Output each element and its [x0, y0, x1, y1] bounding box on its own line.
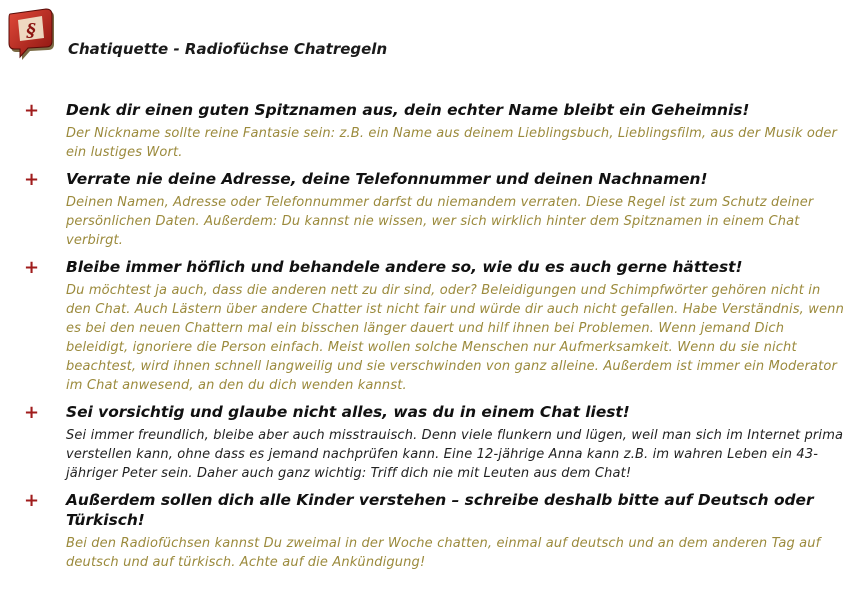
rule-description: Deinen Namen, Adresse oder Telefonnummer darfst du niemandem verraten. Diese Regel ist zum Schutz deiner persönlichen Daten. Außerdem: Du kannst nie wissen, wer sich wirklich hinter dem Spitznamen in einem Chat verbirgt.	[66, 195, 814, 248]
page-title: Chatiquette - Radiofüchse Chatregeln	[68, 40, 388, 58]
chat-paragraph-logo-icon	[8, 8, 58, 62]
plus-icon[interactable]: +	[24, 169, 40, 190]
rule-title: Verrate nie deine Adresse, deine Telefonnummer und deinen Nachnamen!	[66, 170, 708, 188]
rule-description: Sei immer freundlich, bleibe aber auch misstrauisch. Denn viele flunkern und lügen, weil man sich im Internet prima verstellen kann, ohne dass es jemand nachprüfen kann. Eine 12-jährige Anna kann z.B. im wahren Leben ein 43-jähriger Peter sein. Daher auch ganz wichtig: Triff dich nie mit Leuten aus dem Chat!	[66, 428, 844, 481]
plus-icon[interactable]: +	[24, 100, 40, 121]
rule-item	[0, 490, 857, 572]
rule-title: Bleibe immer höflich und behandele andere so, wie du es auch gerne hättest!	[66, 258, 743, 276]
rule-title: Sei vorsichtig und glaube nicht alles, was du in einem Chat liest!	[66, 403, 630, 421]
rule-title: Außerdem sollen dich alle Kinder verstehen – schreibe deshalb bitte auf Deutsch oder Türkisch!	[66, 491, 814, 529]
plus-icon[interactable]: +	[24, 402, 40, 423]
rule-item	[0, 257, 857, 395]
rule-description: Du möchtest ja auch, dass die anderen nett zu dir sind, oder? Beleidigungen und Schimpfwörter gehören nicht in den Chat. Auch Lästern über andere Chatter ist nicht fair und würde dir auch nicht gefallen. Habe Verständnis, wenn es bei den neuen Chattern mal ein bisschen länger dauert und hilf ihnen bei Problemen. Wenn jemand Dich beleidigt, ignoriere die Person einfach. Meist wollen solche Menschen nur Aufmerksamkeit. Wenn du sie nicht beachtest, wird ihnen schnell langweilig und sie verschwinden von ganz alleine. Außerdem ist immer ein Moderator im Chat anwesend, an den du dich wenden kannst.	[66, 283, 844, 393]
rule-item	[0, 402, 857, 483]
page-header	[8, 8, 848, 64]
svg-text:§: §	[26, 20, 36, 41]
rule-item	[0, 100, 857, 162]
rule-description: Bei den Radiofüchsen kannst Du zweimal in der Woche chatten, einmal auf deutsch und an dem anderen Tag auf deutsch und auf türkisch. Achte auf die Ankündigung!	[66, 536, 821, 570]
plus-icon[interactable]: +	[24, 490, 40, 511]
plus-icon[interactable]: +	[24, 257, 40, 278]
rule-description: Der Nickname sollte reine Fantasie sein: z.B. ein Name aus deinem Lieblingsbuch, Lieblingsfilm, aus der Musik oder ein lustiges Wort.	[66, 126, 838, 160]
rule-title: Denk dir einen guten Spitznamen aus, dein echter Name bleibt ein Geheimnis!	[66, 101, 750, 119]
rules-list	[0, 100, 857, 579]
rule-item	[0, 169, 857, 250]
